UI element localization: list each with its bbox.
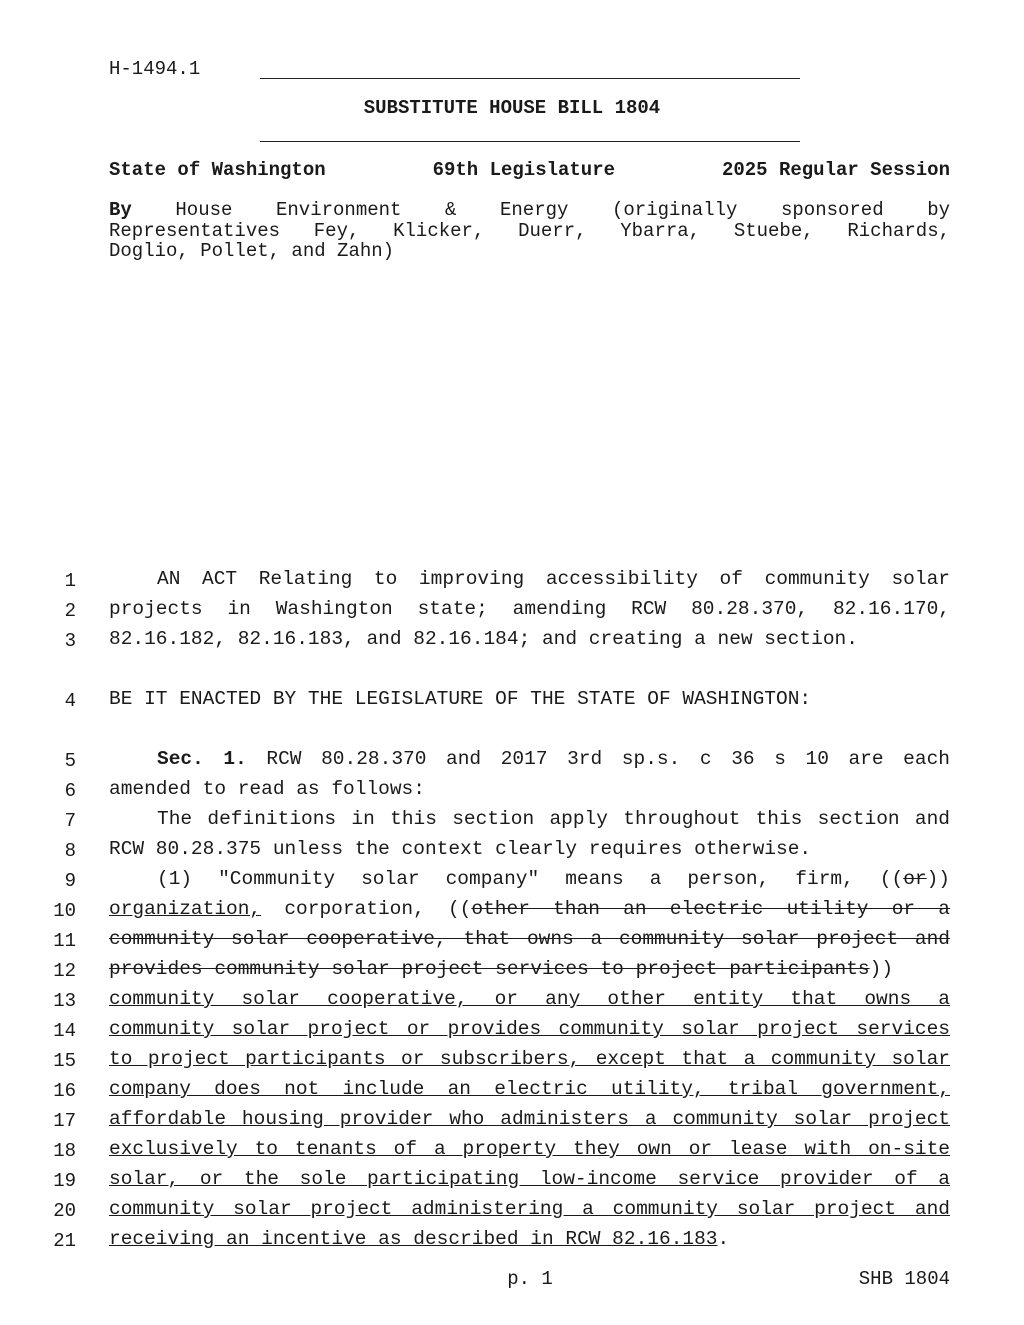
line-number: 19 — [53, 1170, 76, 1192]
line-number: 13 — [53, 990, 76, 1012]
line-number: 8 — [64, 840, 76, 862]
sponsors-block — [109, 200, 950, 262]
text-line-18: exclusively to tenants of a property they own or lease with on-site — [109, 1138, 950, 1160]
text-line-9: (1) "Community solar company" means a person, firm, ((or)) — [157, 868, 950, 890]
text-line-2: projects in Washington state; amending RCW 80.28.370, 82.16.170, — [109, 598, 950, 620]
text-line-21: receiving an incentive as described in RCW 82.16.183. — [109, 1228, 730, 1250]
line-number: 17 — [53, 1110, 76, 1132]
text-line-3: 82.16.182, 82.16.183, and 82.16.184; and creating a new section. — [109, 628, 858, 650]
text-line-5: Sec. 1. RCW 80.28.370 and 2017 3rd sp.s. c 36 s 10 are each — [157, 748, 950, 770]
line-number: 12 — [53, 960, 76, 982]
legislature-label: 69th Legislature — [432, 159, 616, 181]
inserted-text: receiving an incentive as described in RCW 82.16.183 — [109, 1228, 718, 1250]
by-label: By — [109, 199, 132, 221]
section-heading: Sec. 1. — [157, 748, 247, 770]
text-line-13: community solar cooperative, or any other entity that owns a — [109, 988, 950, 1010]
text-line-16: company does not include an electric utility, tribal government, — [109, 1078, 950, 1100]
footer-bill-id: SHB 1804 — [858, 1268, 950, 1290]
text-line-11: community solar cooperative, that owns a community solar project and — [109, 928, 950, 950]
text-line-8: RCW 80.28.375 unless the context clearly requires otherwise. — [109, 838, 812, 860]
line-number: 2 — [64, 600, 76, 622]
text-line-1: AN ACT Relating to improving accessibility of community solar — [157, 568, 950, 590]
session-line — [109, 159, 950, 181]
line-number: 18 — [53, 1140, 76, 1162]
text-line-20: community solar project administering a community solar project and — [109, 1198, 950, 1220]
text-line-14: community solar project or provides community solar project services — [109, 1018, 950, 1040]
sponsors-line-1: By House Environment & Energy (originally sponsored by — [109, 199, 950, 221]
text-line-15: to project participants or subscribers, except that a community solar — [109, 1048, 950, 1070]
text-line-6: amended to read as follows: — [109, 778, 425, 800]
text-line-12: provides community solar project services to project participants)) — [109, 958, 894, 980]
struck-text: or — [903, 868, 927, 890]
line-number: 1 — [64, 570, 76, 592]
title-rule-bottom — [260, 141, 800, 142]
line-number: 14 — [53, 1020, 76, 1042]
line-number: 16 — [53, 1080, 76, 1102]
line-number: 7 — [64, 810, 76, 832]
line-number: 20 — [53, 1200, 76, 1222]
sponsors-line-2: Representatives Fey, Klicker, Duerr, Ybarra, Stuebe, Richards, — [109, 219, 950, 242]
line-number: 3 — [64, 630, 76, 652]
struck-text: provides community solar project services to project participants — [109, 958, 870, 980]
text-line-19: solar, or the sole participating low-income service provider of a — [109, 1168, 950, 1190]
text-line-10: organization, corporation, ((other than an electric utility or a — [109, 898, 951, 920]
session-label: 2025 Regular Session — [721, 159, 950, 181]
document-id: H-1494.1 — [109, 58, 201, 80]
line-number: 21 — [53, 1230, 76, 1252]
bill-title: SUBSTITUTE HOUSE BILL 1804 — [363, 97, 661, 119]
state-label: State of Washington — [109, 159, 326, 181]
line-number: 5 — [64, 750, 76, 772]
line-number: 10 — [53, 900, 76, 922]
text-line-17: affordable housing provider who administers a community solar project — [109, 1108, 950, 1130]
inserted-text: organization, — [109, 898, 262, 920]
enacting-clause: BE IT ENACTED BY THE LEGISLATURE OF THE STATE OF WASHINGTON: — [109, 688, 812, 710]
sponsors-line-3: Doglio, Pollet, and Zahn) — [109, 240, 395, 262]
page-number: p. 1 — [507, 1268, 553, 1290]
line-number: 9 — [64, 870, 76, 892]
line-number: 15 — [53, 1050, 76, 1072]
line-number: 11 — [53, 930, 76, 952]
text-line-7: The definitions in this section apply throughout this section and — [157, 808, 950, 830]
title-rule-top — [260, 78, 800, 79]
line-number: 4 — [64, 690, 76, 712]
line-number: 6 — [64, 780, 76, 802]
struck-text: other than an electric utility or a — [471, 898, 951, 920]
